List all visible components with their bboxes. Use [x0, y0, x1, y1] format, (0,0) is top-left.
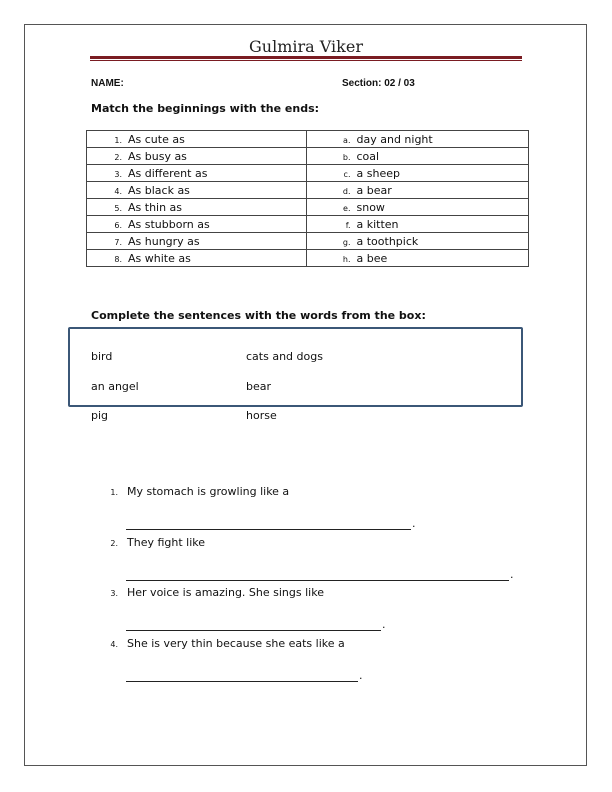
- ending-text: day and night: [356, 132, 433, 146]
- item-number: 7.: [114, 237, 122, 247]
- answer-blank[interactable]: [126, 630, 381, 631]
- item-number: 5.: [114, 203, 122, 213]
- sentence-text: They fight like: [127, 536, 206, 549]
- table-row: [87, 131, 529, 148]
- table-row: [87, 165, 529, 182]
- beginning-cell: [87, 233, 307, 250]
- item-letter: b.: [342, 152, 351, 162]
- header-rule-thin: [90, 60, 522, 61]
- ending-cell: [306, 233, 529, 250]
- ending-cell: [306, 250, 529, 267]
- beginning-cell: [87, 131, 307, 148]
- sentence-text: Her voice is amazing. She sings like: [127, 586, 324, 599]
- table-row: [87, 250, 529, 267]
- beginning-text: As hungry as: [128, 234, 200, 248]
- sentence-period: .: [510, 568, 514, 581]
- beginning-text: As thin as: [128, 200, 183, 214]
- word-box-item: an angel: [91, 380, 139, 393]
- sentence-period: .: [382, 618, 386, 631]
- word-box-item: horse: [246, 409, 277, 422]
- table-row: [87, 233, 529, 250]
- sentence-number: 1.: [110, 488, 118, 497]
- word-box-item: bird: [91, 350, 113, 363]
- sentence-number: 2.: [110, 539, 118, 548]
- name-label: NAME:: [91, 78, 124, 89]
- sentence-period: .: [412, 517, 416, 530]
- sentence-period: .: [359, 669, 363, 682]
- exercise2-heading: Complete the sentences with the words from the box:: [91, 309, 426, 322]
- beginning-text: As stubborn as: [128, 217, 210, 231]
- item-number: 8.: [114, 254, 122, 264]
- ending-text: coal: [356, 149, 380, 163]
- ending-text: a kitten: [356, 217, 399, 231]
- exercise1-heading: Match the beginnings with the ends:: [91, 102, 320, 115]
- beginning-cell: [87, 148, 307, 165]
- table-row: [87, 199, 529, 216]
- sentence-text: She is very thin because she eats like a: [127, 637, 345, 650]
- beginning-cell: [87, 165, 307, 182]
- section-label: Section: 02 / 03: [342, 78, 415, 89]
- ending-cell: [306, 216, 529, 233]
- table-row: [87, 148, 529, 165]
- beginning-text: As busy as: [128, 149, 187, 163]
- item-letter: g.: [342, 237, 351, 247]
- word-box-item: cats and dogs: [246, 350, 323, 363]
- word-box-item: bear: [246, 380, 272, 393]
- item-letter: e.: [343, 203, 351, 213]
- table-row: [87, 182, 529, 199]
- ending-cell: [306, 199, 529, 216]
- word-box-item: pig: [91, 409, 109, 422]
- answer-blank[interactable]: [126, 580, 509, 581]
- item-number: 2.: [114, 152, 122, 162]
- beginning-text: As different as: [128, 166, 208, 180]
- ending-cell: [306, 165, 529, 182]
- ending-text: a bear: [356, 183, 392, 197]
- table-row: [87, 216, 529, 233]
- item-letter: f.: [345, 220, 351, 230]
- item-number: 4.: [114, 186, 122, 196]
- item-number: 1.: [114, 135, 122, 145]
- item-letter: a.: [343, 135, 351, 145]
- ending-cell: [306, 182, 529, 199]
- sentence-text: My stomach is growling like a: [127, 485, 290, 498]
- item-letter: c.: [343, 169, 351, 179]
- beginning-cell: [87, 216, 307, 233]
- item-letter: d.: [342, 186, 351, 196]
- sentence-number: 4.: [110, 640, 118, 649]
- ending-cell: [306, 148, 529, 165]
- ending-text: a bee: [356, 251, 388, 265]
- item-letter: h.: [342, 254, 351, 264]
- ending-cell: [306, 131, 529, 148]
- answer-blank[interactable]: [126, 681, 358, 682]
- word-box: [68, 327, 523, 407]
- sentence-number: 3.: [110, 589, 118, 598]
- header-rule-thick: [90, 56, 522, 59]
- document-title: Gulmira Viker: [249, 37, 363, 56]
- ending-text: a sheep: [356, 166, 400, 180]
- beginning-cell: [87, 182, 307, 199]
- item-number: 3.: [114, 169, 122, 179]
- beginning-text: As cute as: [128, 132, 185, 146]
- item-number: 6.: [114, 220, 122, 230]
- answer-blank[interactable]: [126, 529, 411, 530]
- beginning-cell: [87, 199, 307, 216]
- beginning-cell: [87, 250, 307, 267]
- beginning-text: As black as: [128, 183, 190, 197]
- matching-table: [86, 130, 529, 267]
- ending-text: a toothpick: [356, 234, 419, 248]
- ending-text: snow: [356, 200, 385, 214]
- beginning-text: As white as: [128, 251, 191, 265]
